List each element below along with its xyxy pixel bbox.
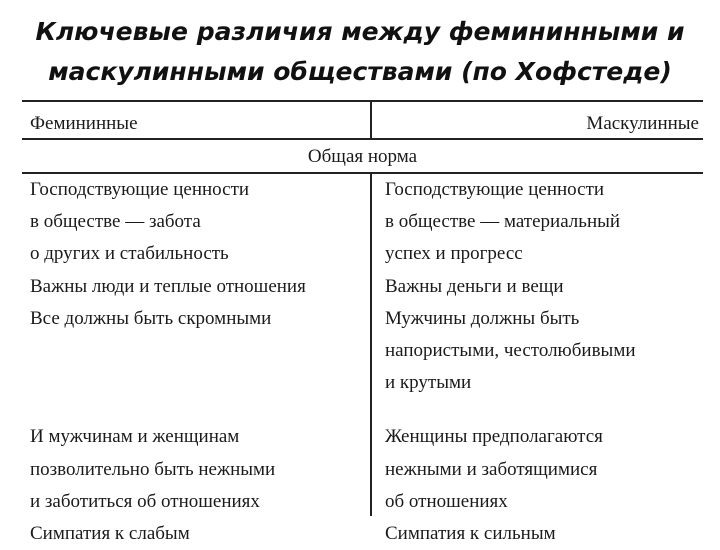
masculine-line: Мужчины должны быть (385, 307, 580, 329)
feminine-spacer (30, 335, 306, 367)
feminine-line: Господствующие ценности (30, 179, 250, 200)
masculine-line: успех и прогресс (385, 243, 523, 265)
masculine-line: Господствующие ценности (385, 179, 605, 200)
feminine-line: И мужчинам и женщинам (30, 426, 240, 448)
feminine-spacer (30, 367, 306, 399)
header-divider (370, 100, 372, 138)
feminine-line: о других и стабильность (30, 243, 229, 265)
header-feminine: Фемининные (30, 113, 138, 134)
masculine-column (385, 174, 636, 550)
feminine-line: Симпатия к слабым (30, 522, 190, 544)
feminine-line: в обществе — забота (30, 211, 201, 233)
masculine-line: об отношениях (385, 490, 508, 512)
table-top-border (22, 100, 703, 102)
masculine-line: Симпатия к сильным (385, 522, 556, 544)
masculine-line: в обществе — материальный (385, 211, 621, 233)
feminine-line: позволительно быть нежными (30, 458, 276, 480)
masculine-line: Женщины предполагаются (385, 426, 603, 448)
slide-title (0, 12, 720, 92)
feminine-column (30, 174, 306, 550)
group-gap (385, 399, 636, 421)
masculine-line: и крутыми (385, 372, 472, 394)
comparison-table (22, 100, 703, 544)
title-line-1: Ключевые различия между фемининными и (35, 17, 685, 46)
masculine-line: напористыми, честолюбивыми (385, 339, 636, 361)
column-divider (370, 172, 372, 516)
masculine-line: нежными и заботящимися (385, 458, 598, 480)
header-masculine: Маскулинные (586, 113, 699, 134)
title-line-2: маскулинными обществами (по Хофстеде) (48, 57, 672, 86)
group-gap (30, 399, 306, 421)
subheader-common-norm: Общая норма (307, 146, 418, 167)
header-bottom-border (22, 138, 703, 140)
masculine-line: Важны деньги и вещи (385, 275, 564, 297)
feminine-line: и заботиться об отношениях (30, 490, 260, 512)
feminine-line: Важны люди и теплые отношения (30, 275, 306, 297)
feminine-line: Все должны быть скромными (30, 307, 272, 329)
